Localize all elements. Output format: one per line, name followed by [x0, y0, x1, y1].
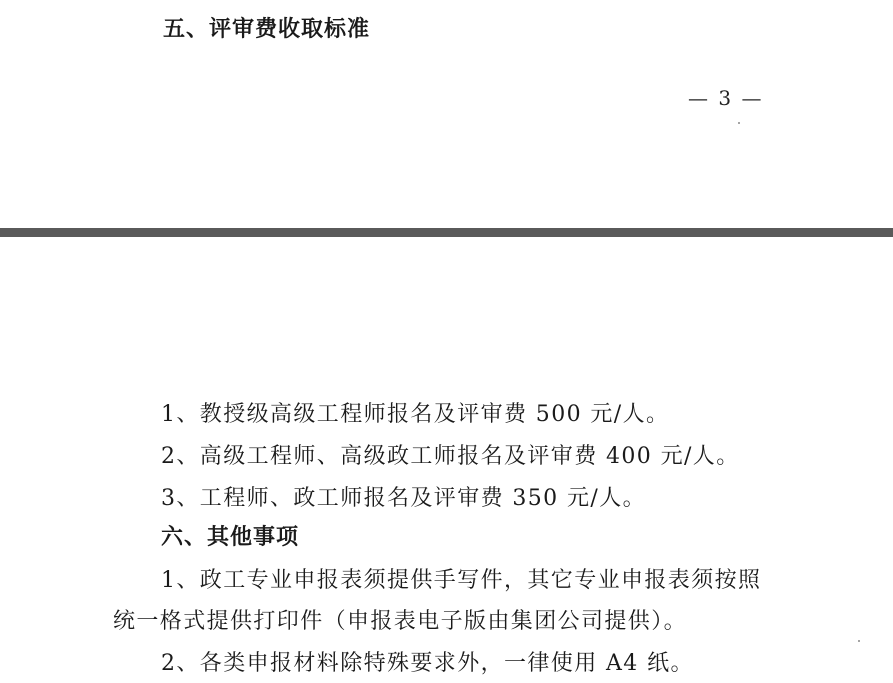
fee-item-2: 2、高级工程师、高级政工师报名及评审费 400 元/人。: [161, 444, 740, 469]
fee-item-3: 3、工程师、政工师报名及评审费 350 元/人。: [161, 486, 646, 511]
section5-heading: 五、评审费收取标准: [163, 17, 371, 42]
other-item-2: 2、各类申报材料除特殊要求外，一律使用 A4 纸。: [161, 651, 694, 676]
section6-heading: 六、其他事项: [161, 525, 300, 550]
fee-item-1: 1、教授级高级工程师报名及评审费 500 元/人。: [161, 402, 670, 427]
scan-speck: [858, 640, 860, 642]
page-divider: [0, 228, 893, 237]
page-number: — 3 —: [688, 86, 764, 110]
other-item-1-line-1: 1、政工专业申报表须提供手写件，其它专业申报表须按照: [161, 568, 762, 593]
other-item-1-line-2: 统一格式提供打印件（申报表电子版由集团公司提供）。: [113, 609, 688, 634]
scan-speck: [738, 122, 740, 124]
